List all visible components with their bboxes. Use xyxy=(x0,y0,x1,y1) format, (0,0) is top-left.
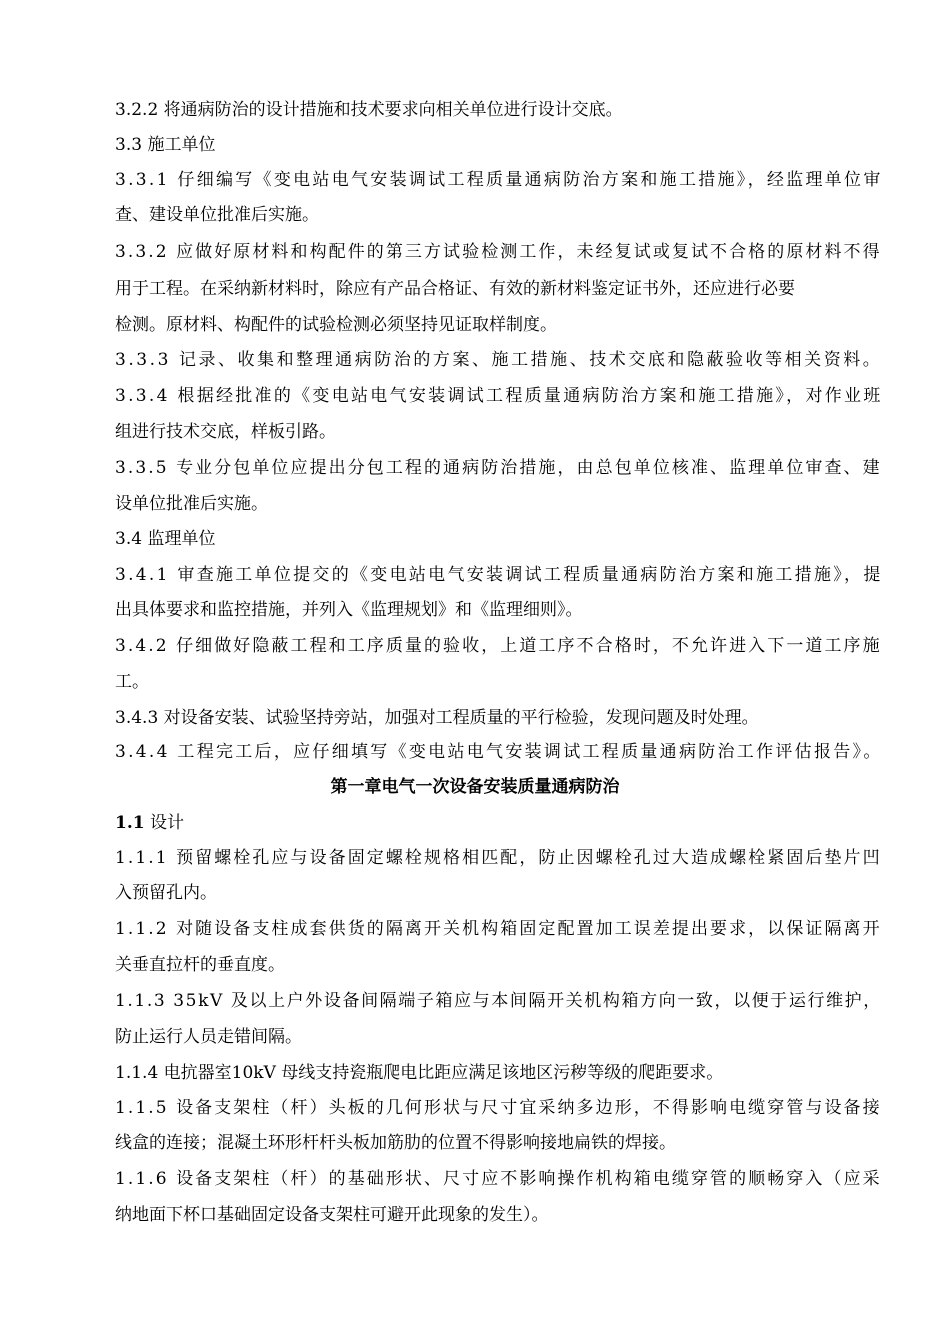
paragraph-line: 纳地面下杯口基础固定设备支架柱可避开此现象的发生）。 xyxy=(115,1205,549,1225)
paragraph-line: 设单位批准后实施。 xyxy=(115,494,268,514)
section-heading: 3.4 监理单位 xyxy=(115,529,216,549)
paragraph-line: 防止运行人员走错间隔。 xyxy=(115,1027,302,1047)
paragraph-line: 入预留孔内。 xyxy=(115,883,217,903)
paragraph-line: 3.3.4 根据经批准的《变电站电气安装调试工程质量通病防治方案和施工措施》，对作业班 xyxy=(115,386,883,406)
paragraph-line: 3.3.5 专业分包单位应提出分包工程的通病防治措施，由总包单位核准、监理单位审查、建 xyxy=(115,458,882,478)
paragraph-line: 查、建设单位批准后实施。 xyxy=(115,205,319,225)
paragraph-line: 3.2.2 将通病防治的设计措施和技术要求向相关单位进行设计交底。 xyxy=(115,100,623,120)
paragraph-line: 1.1.4 电抗器室10kV 母线支持瓷瓶爬电比距应满足该地区污秽等级的爬距要求。 xyxy=(115,1063,724,1083)
paragraph-line: 3.3.1 仔细编写《变电站电气安装调试工程质量通病防治方案和施工措施》，经监理单位审 xyxy=(115,170,883,190)
paragraph-line: 3.3.3 记录、收集和整理通病防治的方案、施工措施、技术交底和隐蔽验收等相关资料。 xyxy=(115,350,883,370)
paragraph-line: 1.1.2 对随设备支柱成套供货的隔离开关机构箱固定配置加工误差提出要求，以保证隔离开 xyxy=(115,919,882,939)
paragraph-line: 线盒的连接；混凝土环形杆杆头板加筋肋的位置不得影响接地扁铁的焊接。 xyxy=(115,1133,676,1153)
paragraph-line: 3.4.1 审查施工单位提交的《变电站电气安装调试工程质量通病防治方案和施工措施》，提 xyxy=(115,565,883,585)
paragraph-line: 1.1.3 35kV 及以上户外设备间隔端子箱应与本间隔开关机构箱方向一致，以便于运行维护， xyxy=(115,991,882,1011)
paragraph-line: 工。 xyxy=(115,672,149,692)
paragraph-line: 1.1.1 预留螺栓孔应与设备固定螺栓规格相匹配，防止因螺栓孔过大造成螺栓紧固后垫片凹 xyxy=(115,848,882,868)
paragraph-line: 3.4.4 工程完工后，应仔细填写《变电站电气安装调试工程质量通病防治工作评估报告》。 xyxy=(115,742,883,762)
section-label: 设计 xyxy=(144,813,184,833)
section-heading xyxy=(115,811,184,835)
paragraph-line: 用于工程。在采纳新材料时，除应有产品合格证、有效的新材料鉴定证书外，还应进行必要 xyxy=(115,279,795,299)
paragraph-line: 组进行技术交底，样板引路。 xyxy=(115,422,336,442)
paragraph-line: 出具体要求和监控措施，并列入《监理规划》和《监理细则》。 xyxy=(115,600,583,620)
paragraph-line: 3.4.2 仔细做好隐蔽工程和工序质量的验收，上道工序不合格时，不允许进入下一道工序施 xyxy=(115,636,882,656)
paragraph-line: 检测。原材料、构配件的试验检测必须坚持见证取样制度。 xyxy=(115,315,557,335)
section-heading: 3.3 施工单位 xyxy=(115,135,216,155)
paragraph-line: 1.1.5 设备支架柱（杆）头板的几何形状与尺寸宜采纳多边形，不得影响电缆穿管与设备接 xyxy=(115,1098,882,1118)
section-number: 1.1 xyxy=(115,813,145,833)
paragraph-line: 关垂直拉杆的垂直度。 xyxy=(115,955,285,975)
paragraph-line: 3.4.3 对设备安装、试验坚持旁站，加强对工程质量的平行检验，发现问题及时处理。 xyxy=(115,708,759,728)
paragraph-line: 1.1.6 设备支架柱（杆）的基础形状、尺寸应不影响操作机构箱电缆穿管的顺畅穿入（应采 xyxy=(115,1169,882,1189)
paragraph-line: 3.3.2 应做好原材料和构配件的第三方试验检测工作，未经复试或复试不合格的原材料不得 xyxy=(115,242,882,262)
chapter-title: 第一章电气一次设备安装质量通病防治 xyxy=(330,777,620,797)
